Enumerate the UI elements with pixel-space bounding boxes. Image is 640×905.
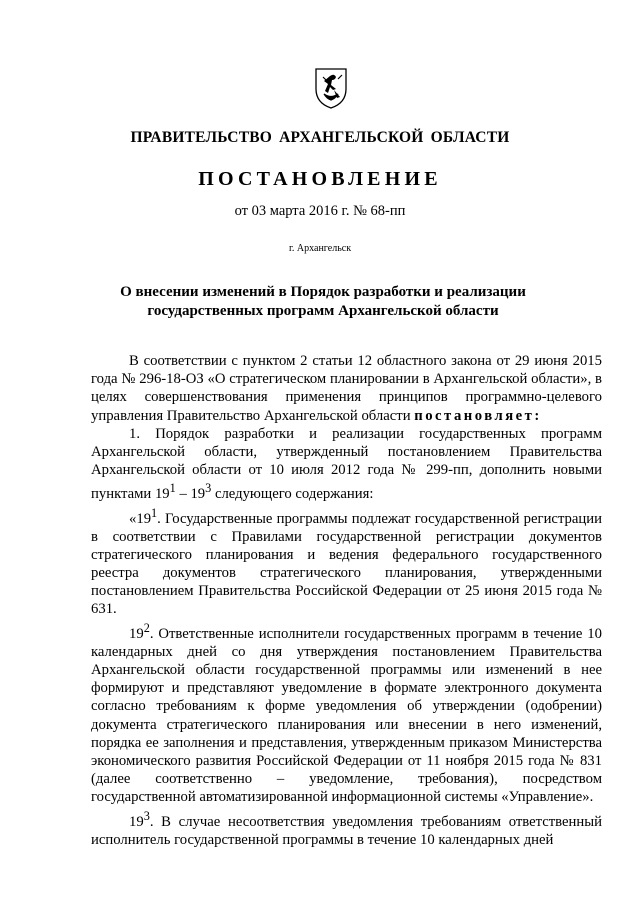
paragraph-19-3 <box>91 807 602 849</box>
point-19-2-text: . Ответственные исполнители государственных программ в течение 10 календарных дней со дня утверждения постановлением Правительства Архангельской области государственной программы или изменений в нее формируют и представляют уведомление в формате электронного документа согласно требованиям к форме уведомления об утверждении (одобрении) документа стратегического планирования или внесении в него изменений, порядка ее заполнения и представления, утвержденным приказом Министерства экономического развития Российской Федерации от 11 ноября 2015 года № 831 (далее соответственно – уведомление, требования), посредством государственной автоматизированной информационной системы «Управление». <box>91 625 602 806</box>
point-19-3-text: . В случае несоответствия уведомления требованиям ответственный исполнитель государственной программы в течение 10 календарных дней <box>91 813 602 848</box>
point-19-1-text: . Государственные программы подлежат государственной регистрации в соответствии с Правилами государственной регистрации документов стратегического планирования и ведения федерального государственного реестра документов стратегического планирования, утвержденными постановлением Правительства Российской Федерации от 25 июня 2015 года № 631. <box>91 510 602 618</box>
point-19-2-sup: 2 <box>143 620 150 635</box>
document-title-line-1: О внесении изменений в Порядок разработки и реализации <box>120 284 526 300</box>
paragraph-preamble <box>91 352 602 425</box>
item-1-dash: – 19 <box>175 486 206 503</box>
document-title <box>100 283 546 321</box>
item-1-sup-2: 3 <box>205 481 212 496</box>
coat-of-arms-icon <box>314 67 348 109</box>
preamble-text: В соответствии с пунктом 2 статьи 12 областного закона от 29 июня 2015 года № 296-18-ОЗ «О стратегическом планировании в Архангельской области», в целях совершенствования применения принципов программно-целевого управления Правительство Архангельской области <box>91 353 602 424</box>
item-1-tail: следующего содержания: <box>211 486 374 503</box>
decree-word: постановляет <box>414 407 535 424</box>
document-city: г. Архангельск <box>288 243 352 254</box>
document-title-line-2: государственных программ Архангельской области <box>147 303 499 319</box>
point-19-3-number: 19 <box>129 813 144 830</box>
document-body <box>91 352 602 849</box>
government-name: ПРАВИТЕЛЬСТВО АРХАНГЕЛЬСКОЙ ОБЛАСТИ <box>130 129 510 146</box>
document-date-number: от 03 марта 2016 г. № 68-пп <box>234 203 406 219</box>
point-19-1-sup: 1 <box>151 505 158 520</box>
item-1-text: 1. Порядок разработки и реализации государственных программ Архангельской области, утвержденный постановлением Правительства Архангельской области от 10 июля 2012 года № 299-пп, дополнить новыми пунктами 19 <box>91 425 602 503</box>
item-1-sup-1: 1 <box>169 481 176 496</box>
paragraph-19-2 <box>91 619 602 807</box>
paragraph-item-1 <box>91 425 602 504</box>
point-19-1-number: «19 <box>129 510 152 527</box>
paragraph-19-1 <box>91 504 602 619</box>
document-type: ПОСТАНОВЛЕНИЕ <box>198 168 442 190</box>
point-19-2-number: 19 <box>129 625 144 642</box>
decree-colon: : <box>534 407 542 424</box>
point-19-3-sup: 3 <box>143 808 150 823</box>
